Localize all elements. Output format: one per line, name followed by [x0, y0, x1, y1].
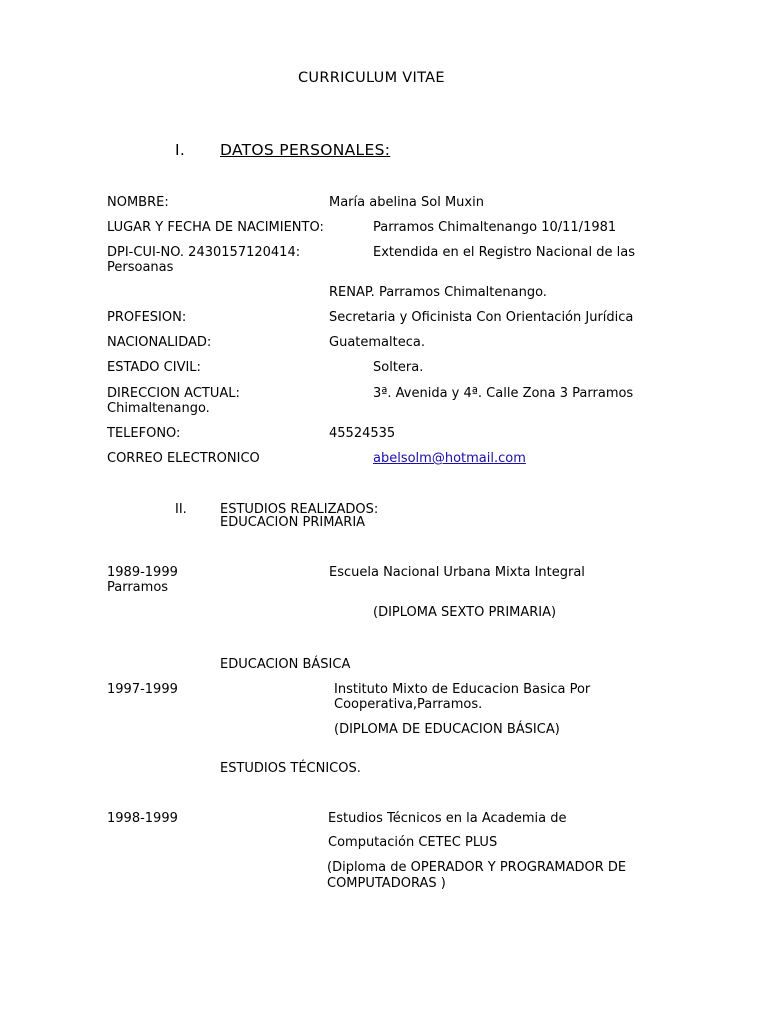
- profesion-value: Secretaria y Oficinista Con Orientación Jurídica: [329, 310, 634, 325]
- email-link[interactable]: abelsolm@hotmail.com: [373, 451, 526, 466]
- primaria-years-wrap: Parramos: [107, 580, 169, 595]
- page-title: CURRICULUM VITAE: [298, 70, 445, 86]
- primaria-diploma: (DIPLOMA SEXTO PRIMARIA): [373, 605, 557, 620]
- direccion-label: DIRECCION ACTUAL:: [107, 386, 240, 401]
- tecnicos-line2: Computación CETEC PLUS: [328, 835, 498, 850]
- nacionalidad-label: NACIONALIDAD:: [107, 335, 212, 350]
- tecnicos-line3: (Diploma de OPERADOR Y PROGRAMADOR DE: [327, 860, 627, 875]
- section-heading-personal-text: [220, 143, 390, 158]
- dpi-value: Extendida en el Registro Nacional de las: [373, 245, 635, 260]
- basica-school-line2: Cooperativa,Parramos.: [334, 697, 483, 712]
- nombre-label: NOMBRE:: [107, 195, 169, 210]
- estado-civil-label: ESTADO CIVIL:: [107, 360, 201, 375]
- subsection-basica: EDUCACION BÁSICA: [220, 657, 351, 672]
- subsection-primaria: EDUCACION PRIMARIA: [220, 515, 366, 530]
- section-title: ESTUDIOS REALIZADOS:: [220, 502, 379, 517]
- section-heading-personal: [175, 143, 185, 158]
- lugar-value: Parramos Chimaltenango 10/11/1981: [373, 220, 617, 235]
- nombre-value: María abelina Sol Muxin: [329, 195, 484, 210]
- direccion-value: 3ª. Avenida y 4ª. Calle Zona 3 Parramos: [373, 386, 634, 401]
- subsection-tecnicos: ESTUDIOS TÉCNICOS.: [220, 761, 361, 776]
- dpi-wrap: Persoanas: [107, 260, 174, 275]
- dpi-label: DPI-CUI-NO. 2430157120414:: [107, 245, 301, 260]
- tecnicos-line4: COMPUTADORAS ): [327, 876, 446, 891]
- telefono-value: 45524535: [329, 426, 396, 441]
- tecnicos-line1: Estudios Técnicos en la Academia de: [328, 811, 567, 826]
- direccion-wrap: Chimaltenango.: [107, 401, 210, 416]
- section-number: II.: [175, 502, 187, 517]
- basica-years: 1997-1999: [107, 682, 178, 697]
- correo-label: CORREO ELECTRONICO: [107, 451, 260, 466]
- profesion-label: PROFESION:: [107, 310, 187, 325]
- section-number: I.: [175, 141, 186, 159]
- tecnicos-years: 1998-1999: [107, 811, 178, 826]
- renap-line: RENAP. Parramos Chimaltenango.: [329, 285, 547, 300]
- lugar-label: LUGAR Y FECHA DE NACIMIENTO:: [107, 220, 324, 235]
- telefono-label: TELEFONO:: [107, 426, 181, 441]
- primaria-school: Escuela Nacional Urbana Mixta Integral: [329, 565, 585, 580]
- primaria-years: 1989-1999: [107, 565, 178, 580]
- basica-diploma: (DIPLOMA DE EDUCACION BÁSICA): [334, 722, 560, 737]
- estado-civil-value: Soltera.: [373, 360, 424, 375]
- nacionalidad-value: Guatemalteca.: [329, 335, 425, 350]
- section-title: DATOS PERSONALES:: [220, 141, 391, 159]
- basica-school-line1: Instituto Mixto de Educacion Basica Por: [334, 682, 591, 697]
